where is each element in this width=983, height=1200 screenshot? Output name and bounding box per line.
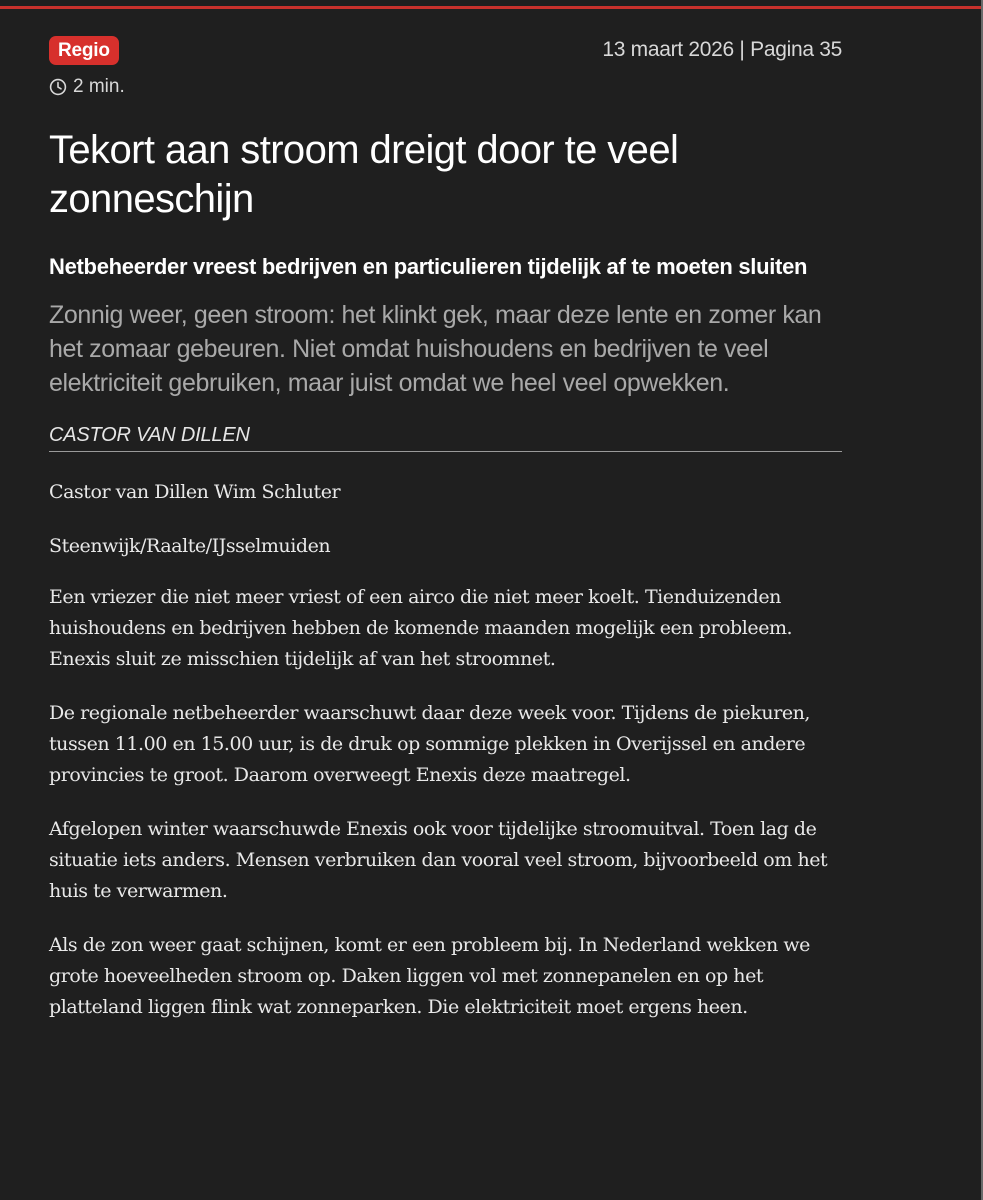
body-paragraph: Afgelopen winter waarschuwde Enexis ook voor tijdelijke stroomuitval. Toen lag de situatie iets anders. Mensen verbruiken dan vooral veel stroom, bijvoorbeeld om het huis te verwarmen. (49, 818, 828, 902)
read-time-label: 2 min. (73, 76, 125, 97)
body-paragraph: De regionale netbeheerder waarschuwt daar deze week voor. Tijdens de piekuren, tussen 11.00 en 15.00 uur, is de druk op sommige plekken in Overijssel en andere provincies te groot. Daarom overweegt Enexis deze maatregel. (49, 702, 810, 786)
body-paragraph: Een vriezer die niet meer vriest of een airco die niet meer koelt. Tienduizenden huishoudens en bedrijven hebben de komende maanden mogelijk een probleem. Enexis sluit ze misschien tijdelijk af van het stroomnet. (49, 586, 793, 670)
clock-icon (49, 78, 67, 96)
dateline-location: Steenwijk/Raalte/IJsselmuiden (49, 535, 331, 557)
article-intro: Zonnig weer, geen stroom: het klinkt gek, maar deze lente en zomer kan het zomaar gebeuren. Niet omdat huishoudens en bedrijven te veel elektriciteit gebruiken, maar juist omdat we heel veel opwekken. (49, 301, 822, 397)
read-time (49, 76, 842, 98)
body-paragraph: Als de zon weer gaat schijnen, komt er een probleem bij. In Nederland wekken we grote hoeveelheden stroom op. Daken liggen vol met zonnepanelen en op het platteland liggen flink wat zonneparken. Die elektriciteit moet ergens heen. (49, 934, 810, 1018)
article-content (49, 30, 842, 1023)
article-title: Tekort aan stroom dreigt door te veel zonneschijn (49, 128, 679, 221)
author-name: CASTOR VAN DILLEN (49, 424, 842, 452)
article-subtitle: Netbeheerder vreest bedrijven en particulieren tijdelijk af te moeten sluiten (49, 254, 808, 279)
date-page-info: 13 maart 2026 | Pagina 35 (602, 38, 842, 61)
byline: Castor van Dillen Wim Schluter (49, 481, 341, 503)
meta-row (49, 30, 842, 70)
top-accent-line (0, 6, 983, 9)
section-badge[interactable]: Regio (49, 36, 119, 65)
